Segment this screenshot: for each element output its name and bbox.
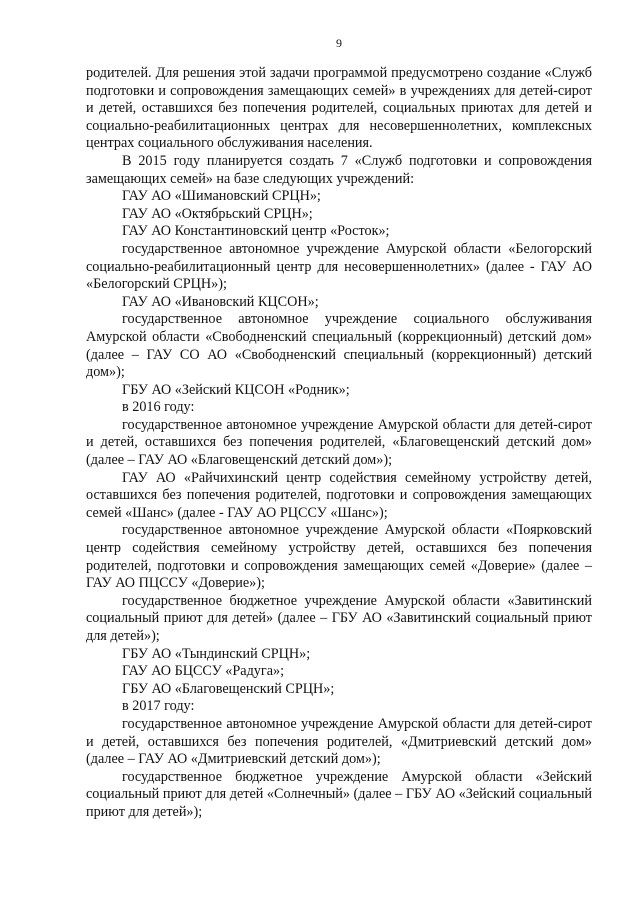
document-body (86, 65, 592, 822)
paragraph: ГАУ АО «Райчихинский центр содействия семейному устройству детей, оставшихся без попечения родителей, подготовки и сопровождения замещающих семей «Шанс» (далее - ГАУ АО РЦССУ «Шанс»); (86, 469, 592, 521)
paragraph: государственное бюджетное учреждение Амурской области «Завитинский социальный приют для детей» (далее – ГБУ АО «Завитинский социальный приют для детей»); (86, 592, 592, 644)
paragraph: ГАУ АО «Ивановский КЦСОН»; (122, 293, 319, 310)
paragraph: ГБУ АО «Благовещенский СРЦН»; (122, 680, 335, 697)
paragraph: государственное автономное учреждение Амурской области для детей-сирот и детей, оставшихся без попечения родителей, «Дмитриевский детский дом» (далее – ГАУ АО «Дмитриевский детский дом»); (86, 715, 592, 768)
paragraph: родителей. Для решения этой задачи программой предусмотрено создание «Служб подготовки и сопровождения замещающих семей» в учреждениях для детей-сирот и детей, оставшихся без попечения родителей, социальных приютах для детей и социально-реабилитационных центрах для несовершеннолетних, комплексных центрах социального обслуживания населения. (86, 65, 592, 152)
paragraph: ГАУ АО Константиновский центр «Росток»; (122, 223, 390, 240)
paragraph: государственное автономное учреждение Амурской области «Поярковский центр содействия семейному устройству детей, оставшихся без попечения родителей, подготовки и сопровождения замещающих семей «Доверие» (далее – ГАУ АО ПЦССУ «Доверие»); (86, 522, 592, 592)
page-number: 9 (336, 36, 342, 50)
paragraph: ГАУ АО БЦССУ «Радуга»; (122, 663, 285, 680)
paragraph: в 2017 году: (122, 698, 195, 715)
paragraph: ГАУ АО «Октябрьский СРЦН»; (122, 205, 313, 222)
paragraph: ГБУ АО «Тындинский СРЦН»; (122, 645, 311, 662)
paragraph: ГАУ АО «Шимановский СРЦН»; (122, 188, 321, 205)
paragraph: ГБУ АО «Зейский КЦСОН «Родник»; (122, 381, 350, 398)
paragraph: в 2016 году: (122, 399, 195, 416)
paragraph: государственное автономное учреждение Амурской области «Белогорский социально-реабилитационный центр для несовершеннолетних» (далее - ГАУ АО «Белогорский СРЦН»); (86, 240, 592, 293)
paragraph: государственное автономное учреждение Амурской области для детей-сирот и детей, оставшихся без попечения родителей, «Благовещенский детский дом» (далее – ГАУ АО «Благовещенский детский дом»); (86, 416, 592, 469)
paragraph: В 2015 году планируется создать 7 «Служб подготовки и сопровождения замещающих семей» на базе следующих учреждений: (86, 152, 592, 187)
paragraph: государственное автономное учреждение социального обслуживания Амурской области «Свободненский специальный (коррекционный) детский дом» (далее – ГАУ СО АО «Свободненский специальный (коррекционный) детский дом»); (86, 311, 592, 381)
paragraph: государственное бюджетное учреждение Амурской области «Зейский социальный приют для детей «Солнечный» (далее – ГБУ АО «Зейский социальный приют для детей»); (86, 768, 592, 820)
